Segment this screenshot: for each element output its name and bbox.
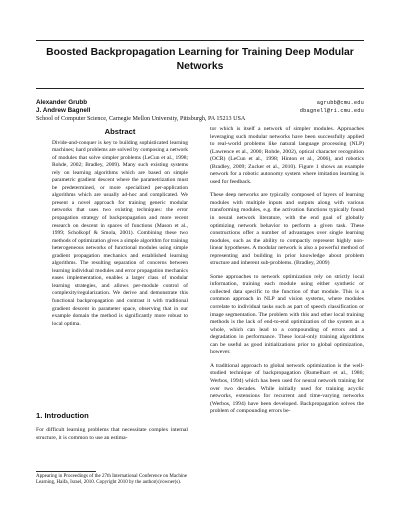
author-row-2: [36, 107, 364, 115]
right-paragraph: A traditional approach to global network optimization is the well-studied technique of backpropagation (Rumelhart et al., 1986; Werbos, 1994) which has been used for neural network training for over two decades. While initially used for training acyclic networks, extensions for recurrent and time-varying networks (Werbos, 1994) have been developed. Backpropagation solves the problem of compounding errors be-: [210, 362, 364, 415]
abstract-text: Divide-and-conquer is key to building sophisticated learning machines; hard problems are solved by composing a network of modules that solve simpler problems (LeCun et al., 1998; Rohde, 2002; Bradley, 2009). Many such existing systems rely on learning algorithms which are based on simple parametric gradient descent where the parametrization must be predetermined, or more specialized per-application algorithms which are usually ad-hoc and complicated. We present a novel approach for training generic modular networks that uses two existing techniques: the error propagation strategy of backpropagation and more recent research on descent in spaces of functions (Mason et al., 1999; Scholkopf & Smola, 2001). Combining these two methods of optimization gives a simple algorithm for training heterogeneous networks of functional modules using simple gradient propagation mechanics and established learning algorithms. The resulting separation of concerns between learning individual modules and error propagation mechanics eases implementation, enables a larger class of modular learning strategies, and allows per-module control of complexity/regularization. We derive and demonstrate this functional backpropagation and contrast it with traditional gradient descent in parameter space, observing that in our example domain the method is significantly more robust to local optima.: [52, 139, 188, 327]
right-paragraph: Some approaches to network optimization rely on strictly local information, training each module using either synthetic or collected data specific to the function of that module. This is a common approach in NLP and vision systems, where modules correlate to individual tasks such as part of speech classification or image segmentation. The problem with this and other local training methods is the lack of end-to-end optimization of the system as a whole, which can lead to a compounding of errors and a degradation in performance. These local-only training algorithms can be useful as good initializations prior to global optimization, however.: [210, 273, 364, 356]
title-rule-top: [36, 40, 364, 41]
paper-title: Boosted Backpropagation Learning for Training Deep Modular Networks: [46, 47, 354, 72]
right-paragraph: tor which is itself a network of simpler modules. Approaches leveraging such modular networks have been successfully applied to real-world problems like natural language processing (NLP) (Lawrence et al., 2000; Rohde, 2002), optical character recognition (OCR) (LeCun et al., 1998; Hinton et al., 2006), and robotics (Bradley, 2009; Zucker et al., 2010). Figure 1 shows an example network for a robotic autonomy system where imitation learning is used for feedback.: [210, 126, 364, 185]
right-paragraph: These deep networks are typically composed of layers of learning modules with multiple inputs and outputs along with various transforming modules, e.g. the activation functions typically found in neural network literature, with the end goal of globally optimizing network behavior to perform a given task. These constructions offer a number of advantages over single learning modules, such as the ability to compactly represent highly non-linear hypotheses. A modular network is also a powerful method of representing and building in prior knowledge about problem structure and inherent sub-problems. (Bradley, 2009): [210, 192, 364, 267]
section-heading: 1. Introduction: [36, 411, 89, 420]
author-row-1: [36, 99, 364, 107]
author-email: dbagnell@ri.cmu.edu: [299, 108, 364, 114]
author-name: Alexander Grubb: [36, 99, 88, 106]
footnote-rule: [36, 471, 96, 472]
intro-text: For difficult learning problems that necessitate complex internal structure, it is common to use an estima-: [36, 427, 188, 441]
abstract-block: [52, 128, 188, 328]
author-name: J. Andrew Bagnell: [36, 107, 91, 114]
footnote: Appearing in Proceedings of the 27th International Conference on Machine Learning, Haifa, Israel, 2010. Copyright 2010 by the author(s)/owner(s).: [36, 474, 187, 486]
abstract-heading: Abstract: [104, 127, 136, 136]
right-column: [210, 126, 364, 422]
title-rule-bottom: [36, 88, 364, 89]
author-email: agrubb@cmu.edu: [316, 100, 364, 106]
affiliation: School of Computer Science, Carnegie Mellon University, Pittsburgh, PA 15213 USA: [36, 116, 246, 122]
